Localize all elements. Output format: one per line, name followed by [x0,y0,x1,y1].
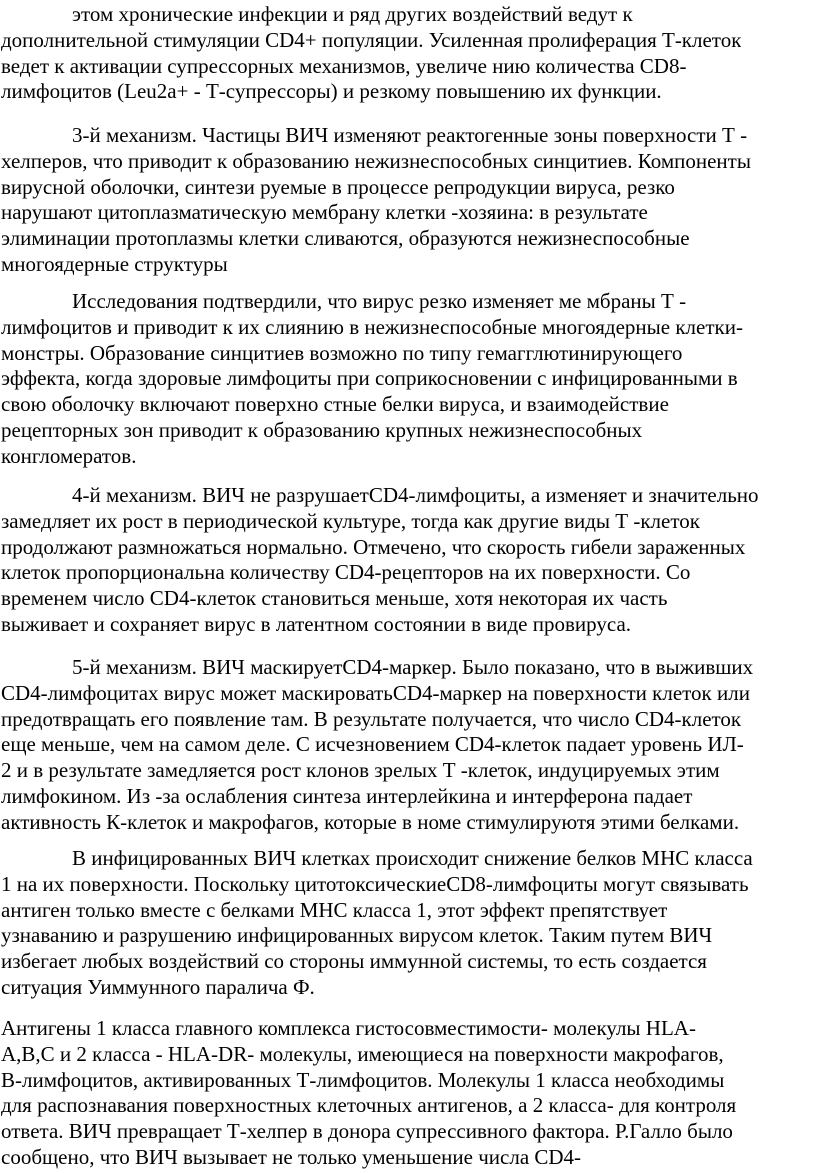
text-line: 2 и в результате замедляется рост клонов зрелых Т -клеток, индуцируемых этим [1,758,720,783]
text-line: свою оболочку включают поверхно стные белки вируса, и взаимодействие [1,392,669,417]
text-line: эффекта, когда здоровые лимфоциты при соприкосновении с инфицированными в [1,366,738,391]
text-line: дополнительной стимуляции CD4+ популяции. Усиленная пролиферация Т-клеток [1,27,742,52]
text-line: Антигены 1 класса главного комплекса гистосовместимости- молекулы HLA- [1,1016,696,1040]
text-line: клеток пропорциональна количеству CD4-рецепторов на их поверхности. Со [1,560,691,585]
paragraph-6 [1,846,753,1001]
paragraph-5 [1,655,753,836]
text-line: 1 на их поверхности. Поскольку цитотоксическиеCD8-лимфоциты могут связывать [1,871,749,896]
paragraph-2 [1,123,751,278]
text-line: конгломератов. [1,443,137,468]
text-line: лимфокином. Из -за ослабления синтеза интерлейкина и интерферона падает [1,783,693,808]
text-line: активность К-клеток и макрофагов, которые в номе стимулируютя этими белками. [1,809,740,834]
text-line: многоядерные структуры [1,251,228,276]
text-line: антиген только вместе с белками МНС класса 1, этот эффект препятствует [1,897,668,922]
text-line: В инфицированных ВИЧ клетках происходит снижение белков МНС класса [72,846,753,870]
paragraph-4 [1,483,759,638]
text-line: избегает любых воздействий со стороны иммунной системы, то есть создается [1,949,707,974]
paragraph-1 [1,2,741,105]
text-line: лимфоцитов и приводит к их слиянию в нежизнеспособные многоядерные клетки- [1,314,743,339]
text-line: вирусной оболочки, синтези руемые в процессе репродукции вируса, резко [1,174,675,199]
text-line: замедляет их рост в периодической культуре, тогда как другие виды Т -клеток [1,508,700,533]
text-line: ведет к активации супрессорных механизмов, увеличе нию количества CD8- [1,53,687,78]
text-line: Исследования подтвердили, что вирус резко изменяет ме мбраны Т - [72,289,687,313]
text-line: 4-й механизм. ВИЧ не разрушаетCD4-лимфоциты, а изменяет и значительно [72,483,759,507]
text-line: продолжают размножаться нормально. Отмечено, что скорость гибели зараженных [1,534,746,559]
text-line: выживает и сохраняет вирус в латентном состоянии в виде провируса. [1,611,632,636]
text-line: лимфоцитов (Leu2a+ - Т-супрессоры) и резкому повышению их функции. [1,79,662,104]
text-line: для распознавания поверхностных клеточных антигенов, а 2 класса- для контроля [1,1093,737,1118]
text-line: хелперов, что приводит к образованию нежизнеспособных синцитиев. Компоненты [1,148,751,173]
text-line: нарушают цитоплазматическую мембрану клетки -хозяина: в результате [1,200,648,225]
text-line: сообщено, что ВИЧ вызывает не только уменьшение числа CD4- [1,1144,582,1169]
text-line: элиминации протоплазмы клетки сливаются, образуются нежизнеспособные [1,226,690,251]
text-line: этом хронические инфекции и ряд других воздействий ведут к [72,2,633,26]
text-line: узнаванию и разрушению инфицированных вирусом клеток. Таким путем ВИЧ [1,923,713,948]
text-line: предотвращать его появление там. В результате получается, что число CD4-клеток [1,706,742,731]
text-line: 3-й механизм. Частицы ВИЧ изменяют реактогенные зоны поверхности Т - [72,123,748,147]
text-line: еще меньше, чем на самом деле. С исчезновением CD4-клеток падает уровень ИЛ- [1,732,744,757]
text-line: ответа. ВИЧ превращает Т-хелпер в донора супрессивного фактора. Р.Галло было [1,1119,733,1144]
text-line: временем число CD4-клеток становиться меньше, хотя некоторая их часть [1,586,668,611]
text-line: рецепторных зон приводит к образованию крупных нежизнеспособных [1,417,643,442]
text-line: A,B,C и 2 класса - HLA-DR- молекулы, имеющиеся на поверхности макрофагов, [1,1041,724,1066]
text-line: монстры. Образование синцитиев возможно по типу гемагглютинирующего [1,340,683,365]
paragraph-3 [1,289,743,470]
text-line: 5-й механизм. ВИЧ маскируетCD4-маркер. Было показано, что в выживших [72,655,754,679]
text-line: В-лимфоцитов, активированных Т-лимфоцитов. Молекулы 1 класса необходимы [1,1067,725,1092]
text-line: CD4-лимфоцитах вирус может маскироватьCD4-маркер на поверхности клеток или [1,680,750,705]
text-line: ситуация Уиммунного паралича Ф. [1,974,315,999]
paragraph-7 [1,1016,736,1171]
